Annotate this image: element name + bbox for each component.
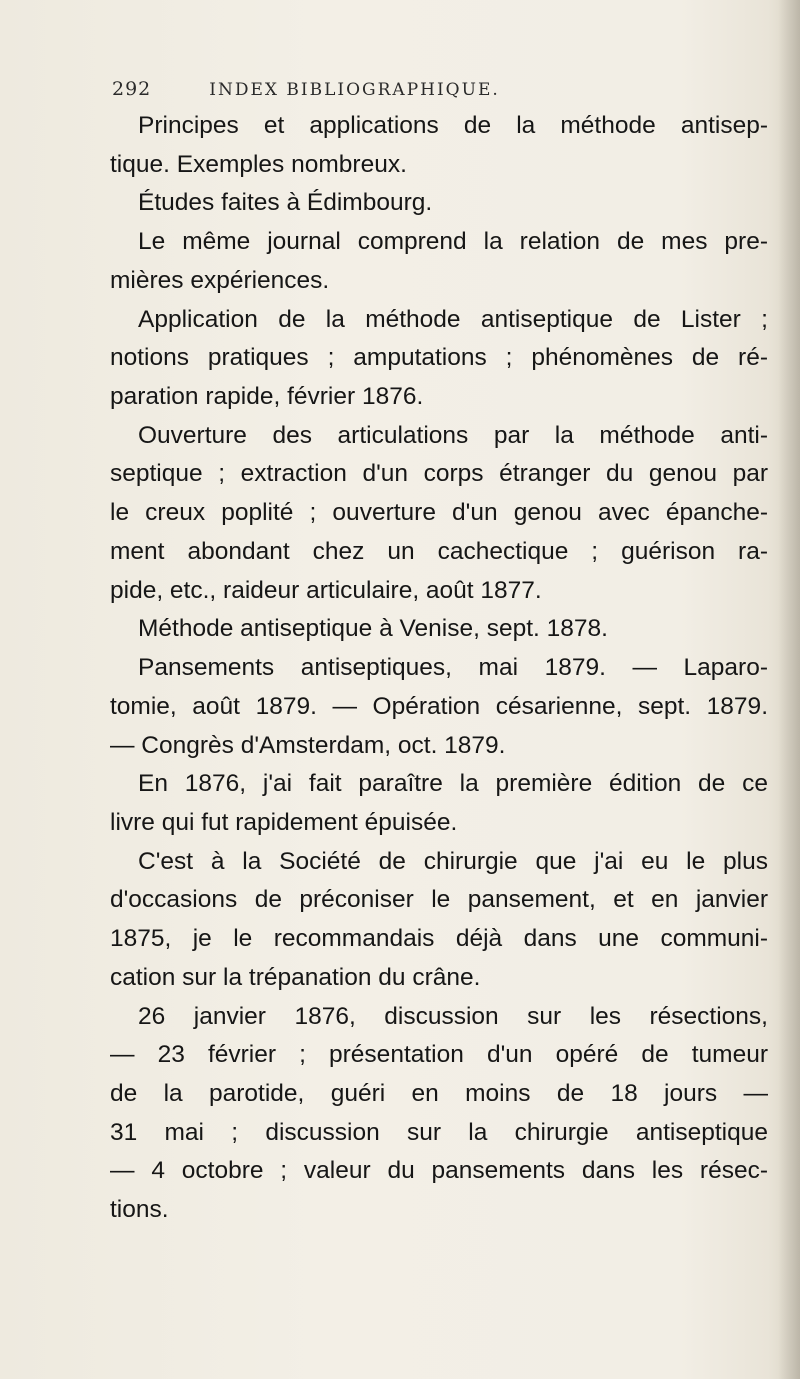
- text-line: — 4 octobre ; valeur du pansements dans les résec-: [110, 1157, 768, 1185]
- text-line: pide, etc., raideur articulaire, août 1877.: [110, 576, 542, 604]
- text-line: 31 mai ; discussion sur la chirurgie antiseptique: [110, 1118, 768, 1146]
- text-line: mières expériences.: [110, 266, 330, 294]
- page-header: [112, 78, 500, 108]
- text-line: Pansements antiseptiques, mai 1879. — Laparo-: [138, 654, 768, 682]
- text-line: — 23 février ; présentation d'un opéré de tumeur: [110, 1041, 768, 1069]
- text-line: C'est à la Société de chirurgie que j'ai eu le plus: [138, 847, 768, 875]
- text-line: livre qui fut rapidement épuisée.: [110, 808, 458, 836]
- text-line: Ouverture des articulations par la méthode anti-: [138, 421, 768, 449]
- text-line: tomie, août 1879. — Opération césarienne, sept. 1879.: [110, 692, 768, 720]
- text-line: Principes et applications de la méthode antisep-: [138, 112, 768, 139]
- text-line: Application de la méthode antiseptique de Lister ;: [138, 305, 768, 333]
- text-line: tions.: [110, 1196, 169, 1224]
- page-edge-shadow: [778, 0, 800, 1379]
- running-title: INDEX BIBLIOGRAPHIQUE.: [209, 80, 500, 100]
- text-line: Études faites à Édimbourg.: [138, 189, 433, 217]
- text-line: 1875, je le recommandais déjà dans une communi-: [110, 925, 768, 953]
- text-line: d'occasions de préconiser le pansement, et en janvier: [110, 886, 768, 914]
- page-body: [110, 107, 768, 1230]
- text-line: — Congrès d'Amsterdam, oct. 1879.: [110, 731, 506, 759]
- text-line: notions pratiques ; amputations ; phénomènes de ré-: [110, 344, 768, 372]
- text-line: Méthode antiseptique à Venise, sept. 1878.: [138, 615, 608, 643]
- text-line: le creux poplité ; ouverture d'un genou avec épanche-: [110, 499, 768, 527]
- text-line: En 1876, j'ai fait paraître la première édition de ce: [138, 770, 768, 798]
- text-line: 26 janvier 1876, discussion sur les résections,: [138, 1002, 768, 1030]
- page-number: 292: [112, 78, 152, 100]
- text-line: paration rapide, février 1876.: [110, 383, 424, 411]
- text-line: de la parotide, guéri en moins de 18 jours —: [110, 1079, 768, 1107]
- text-line: ment abondant chez un cachectique ; guérison ra-: [110, 537, 768, 565]
- text-line: septique ; extraction d'un corps étranger du genou par: [110, 460, 768, 488]
- text-line: cation sur la trépanation du crâne.: [110, 963, 481, 991]
- text-line: tique. Exemples nombreux.: [110, 150, 407, 178]
- text-line: Le même journal comprend la relation de mes pre-: [138, 228, 768, 256]
